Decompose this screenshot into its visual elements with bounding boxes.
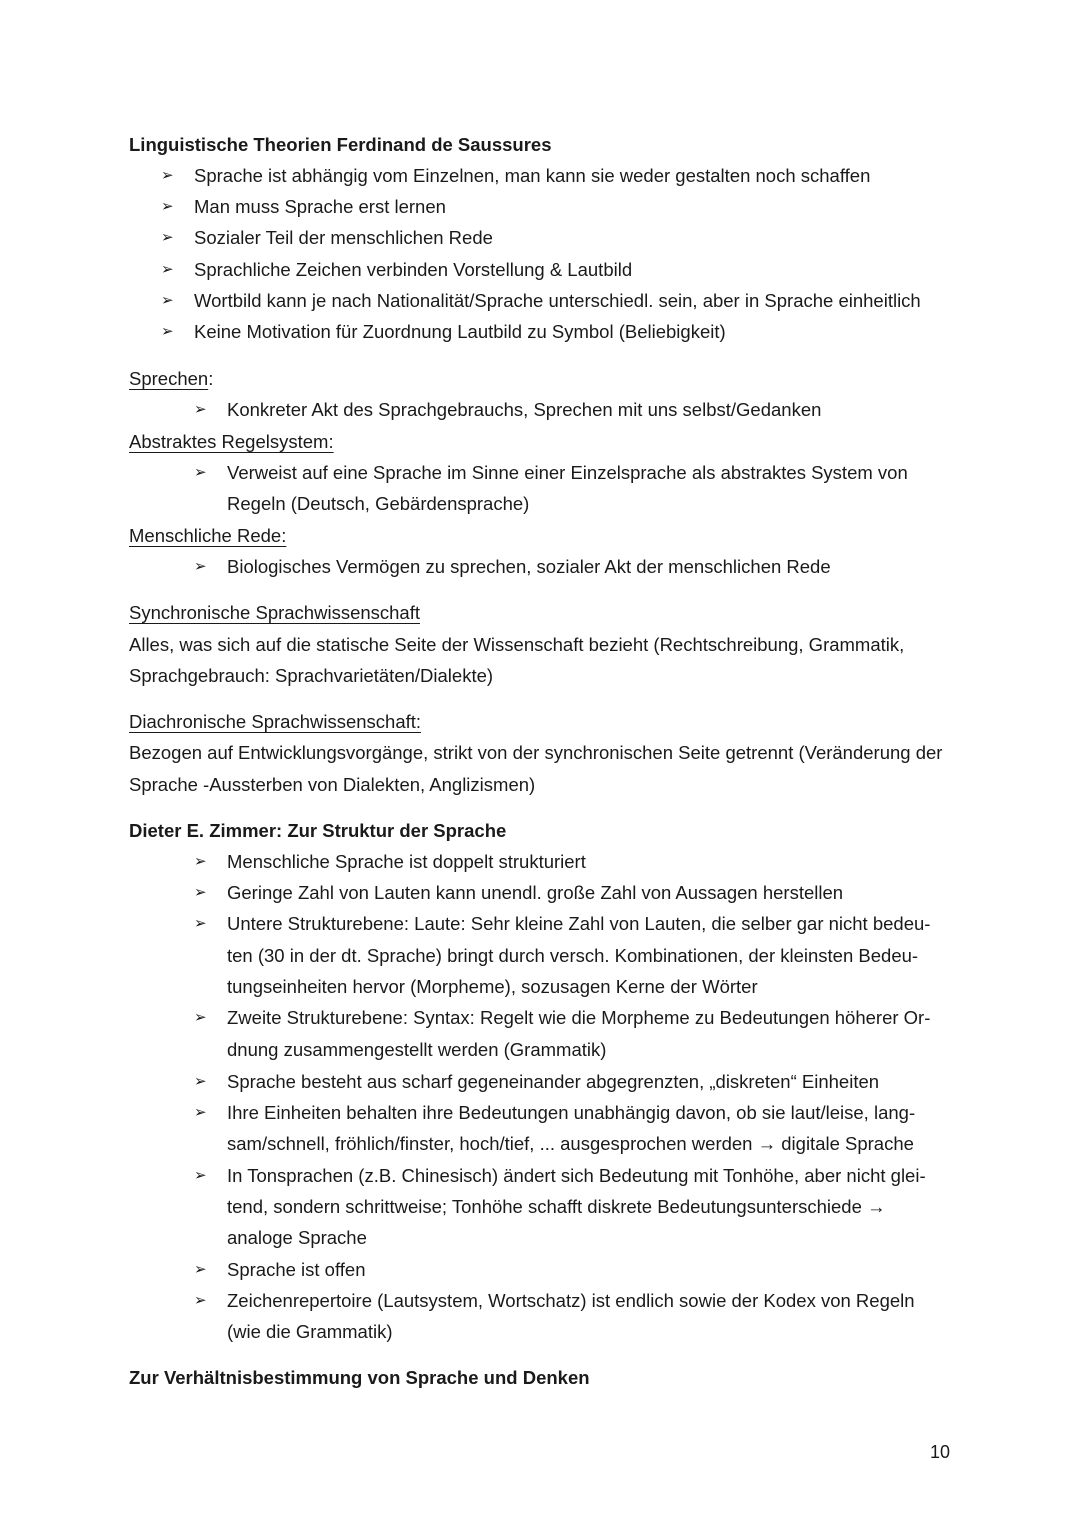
list-item: Verweist auf eine Sprache im Sinne einer Einzelsprache als abstraktes System von: [227, 462, 908, 483]
list-item: Ihre Einheiten behalten ihre Bedeutungen unabhängig davon, ob sie laut/leise, lang-: [227, 1102, 916, 1123]
list-item-continuation: (wie die Grammatik): [227, 1321, 393, 1342]
arrow-bullet-icon: ➢: [161, 198, 174, 215]
list-item-continuation: tend, sondern schrittweise; Tonhöhe schafft diskrete Bedeutungsunterschiede →: [227, 1196, 886, 1217]
arrow-bullet-icon: ➢: [161, 292, 174, 309]
arrow-bullet-icon: ➢: [194, 1292, 207, 1309]
paragraph-line: Alles, was sich auf die statische Seite der Wissenschaft bezieht (Rechtschreibung, Grammatik,: [129, 634, 905, 655]
paragraph-line: Sprache -Aussterben von Dialekten, Anglizismen): [129, 774, 536, 795]
list-item: Zeichenrepertoire (Lautsystem, Wortschatz) ist endlich sowie der Kodex von Regeln: [227, 1290, 915, 1311]
list-item: Zweite Strukturebene: Syntax: Regelt wie die Morpheme zu Bedeutungen höherer Or-: [227, 1007, 931, 1028]
arrow-bullet-icon: ➢: [194, 558, 207, 575]
list-item: Keine Motivation für Zuordnung Lautbild zu Symbol (Beliebigkeit): [194, 321, 726, 342]
list-item: Geringe Zahl von Lauten kann unendl. große Zahl von Aussagen herstellen: [227, 882, 844, 903]
term-rede: Menschliche Rede:: [129, 525, 287, 546]
term-label: Sprechen: [129, 368, 209, 389]
list-item: In Tonsprachen (z.B. Chinesisch) ändert sich Bedeutung mit Tonhöhe, aber nicht glei-: [227, 1165, 926, 1186]
arrow-bullet-icon: ➢: [194, 401, 207, 418]
list-item-continuation: tungseinheiten hervor (Morpheme), sozusagen Kerne der Wörter: [227, 976, 758, 997]
arrow-bullet-icon: ➢: [161, 167, 174, 184]
list-item: Biologisches Vermögen zu sprechen, sozialer Akt der menschlichen Rede: [227, 556, 831, 577]
arrow-bullet-icon: ➢: [194, 1261, 207, 1278]
arrow-bullet-icon: ➢: [194, 464, 207, 481]
arrow-bullet-icon: ➢: [194, 1073, 207, 1090]
arrow-bullet-icon: ➢: [194, 1167, 207, 1184]
list-item-continuation: Regeln (Deutsch, Gebärdensprache): [227, 493, 530, 514]
arrow-bullet-icon: ➢: [194, 1009, 207, 1026]
list-item: Konkreter Akt des Sprachgebrauchs, Sprechen mit uns selbst/Gedanken: [227, 399, 822, 420]
arrow-bullet-icon: ➢: [161, 323, 174, 340]
arrow-bullet-icon: ➢: [194, 853, 207, 870]
section-heading-saussure: Linguistische Theorien Ferdinand de Saussures: [129, 134, 552, 155]
list-item: Sprache ist offen: [227, 1259, 366, 1280]
term-sprechen: [129, 367, 213, 391]
list-item: Sprache ist abhängig vom Einzelnen, man kann sie weder gestalten noch schaffen: [194, 165, 871, 186]
list-item: Wortbild kann je nach Nationalität/Sprache unterschiedl. sein, aber in Sprache einheitlich: [194, 290, 921, 311]
term-regelsystem: Abstraktes Regelsystem:: [129, 431, 334, 452]
arrow-bullet-icon: ➢: [161, 261, 174, 278]
list-item: Menschliche Sprache ist doppelt strukturiert: [227, 851, 586, 872]
list-item-continuation: dnung zusammengestellt werden (Grammatik): [227, 1039, 607, 1060]
term-diachron: Diachronische Sprachwissenschaft:: [129, 711, 422, 732]
paragraph-line: Sprachgebrauch: Sprachvarietäten/Dialekte): [129, 665, 494, 686]
list-item-continuation: analoge Sprache: [227, 1227, 367, 1248]
list-item-continuation: sam/schnell, fröhlich/finster, hoch/tief, ... ausgesprochen werden → digitale Sprache: [227, 1133, 914, 1154]
list-item: Sprache besteht aus scharf gegeneinander abgegrenzten, „diskreten“ Einheiten: [227, 1071, 880, 1092]
arrow-bullet-icon: ➢: [194, 1104, 207, 1121]
list-item: Sprachliche Zeichen verbinden Vorstellung & Lautbild: [194, 259, 633, 280]
page-number: 10: [930, 1442, 951, 1462]
term-colon: :: [208, 368, 214, 389]
list-item: Sozialer Teil der menschlichen Rede: [194, 227, 493, 248]
arrow-bullet-icon: ➢: [194, 915, 207, 932]
list-item: Untere Strukturebene: Laute: Sehr kleine Zahl von Lauten, die selber gar nicht bedeu-: [227, 913, 931, 934]
section-heading-denken: Zur Verhältnisbestimmung von Sprache und Denken: [129, 1367, 590, 1388]
arrow-bullet-icon: ➢: [161, 229, 174, 246]
list-item-continuation: ten (30 in der dt. Sprache) bringt durch versch. Kombinationen, der kleinsten Bedeu-: [227, 945, 919, 966]
term-synchron: Synchronische Sprachwissenschaft: [129, 602, 421, 623]
section-heading-zimmer: Dieter E. Zimmer: Zur Struktur der Sprache: [129, 820, 507, 841]
arrow-bullet-icon: ➢: [194, 884, 207, 901]
list-item: Man muss Sprache erst lernen: [194, 196, 446, 217]
paragraph-line: Bezogen auf Entwicklungsvorgänge, strikt von der synchronischen Seite getrennt (Veränderung der: [129, 742, 943, 763]
